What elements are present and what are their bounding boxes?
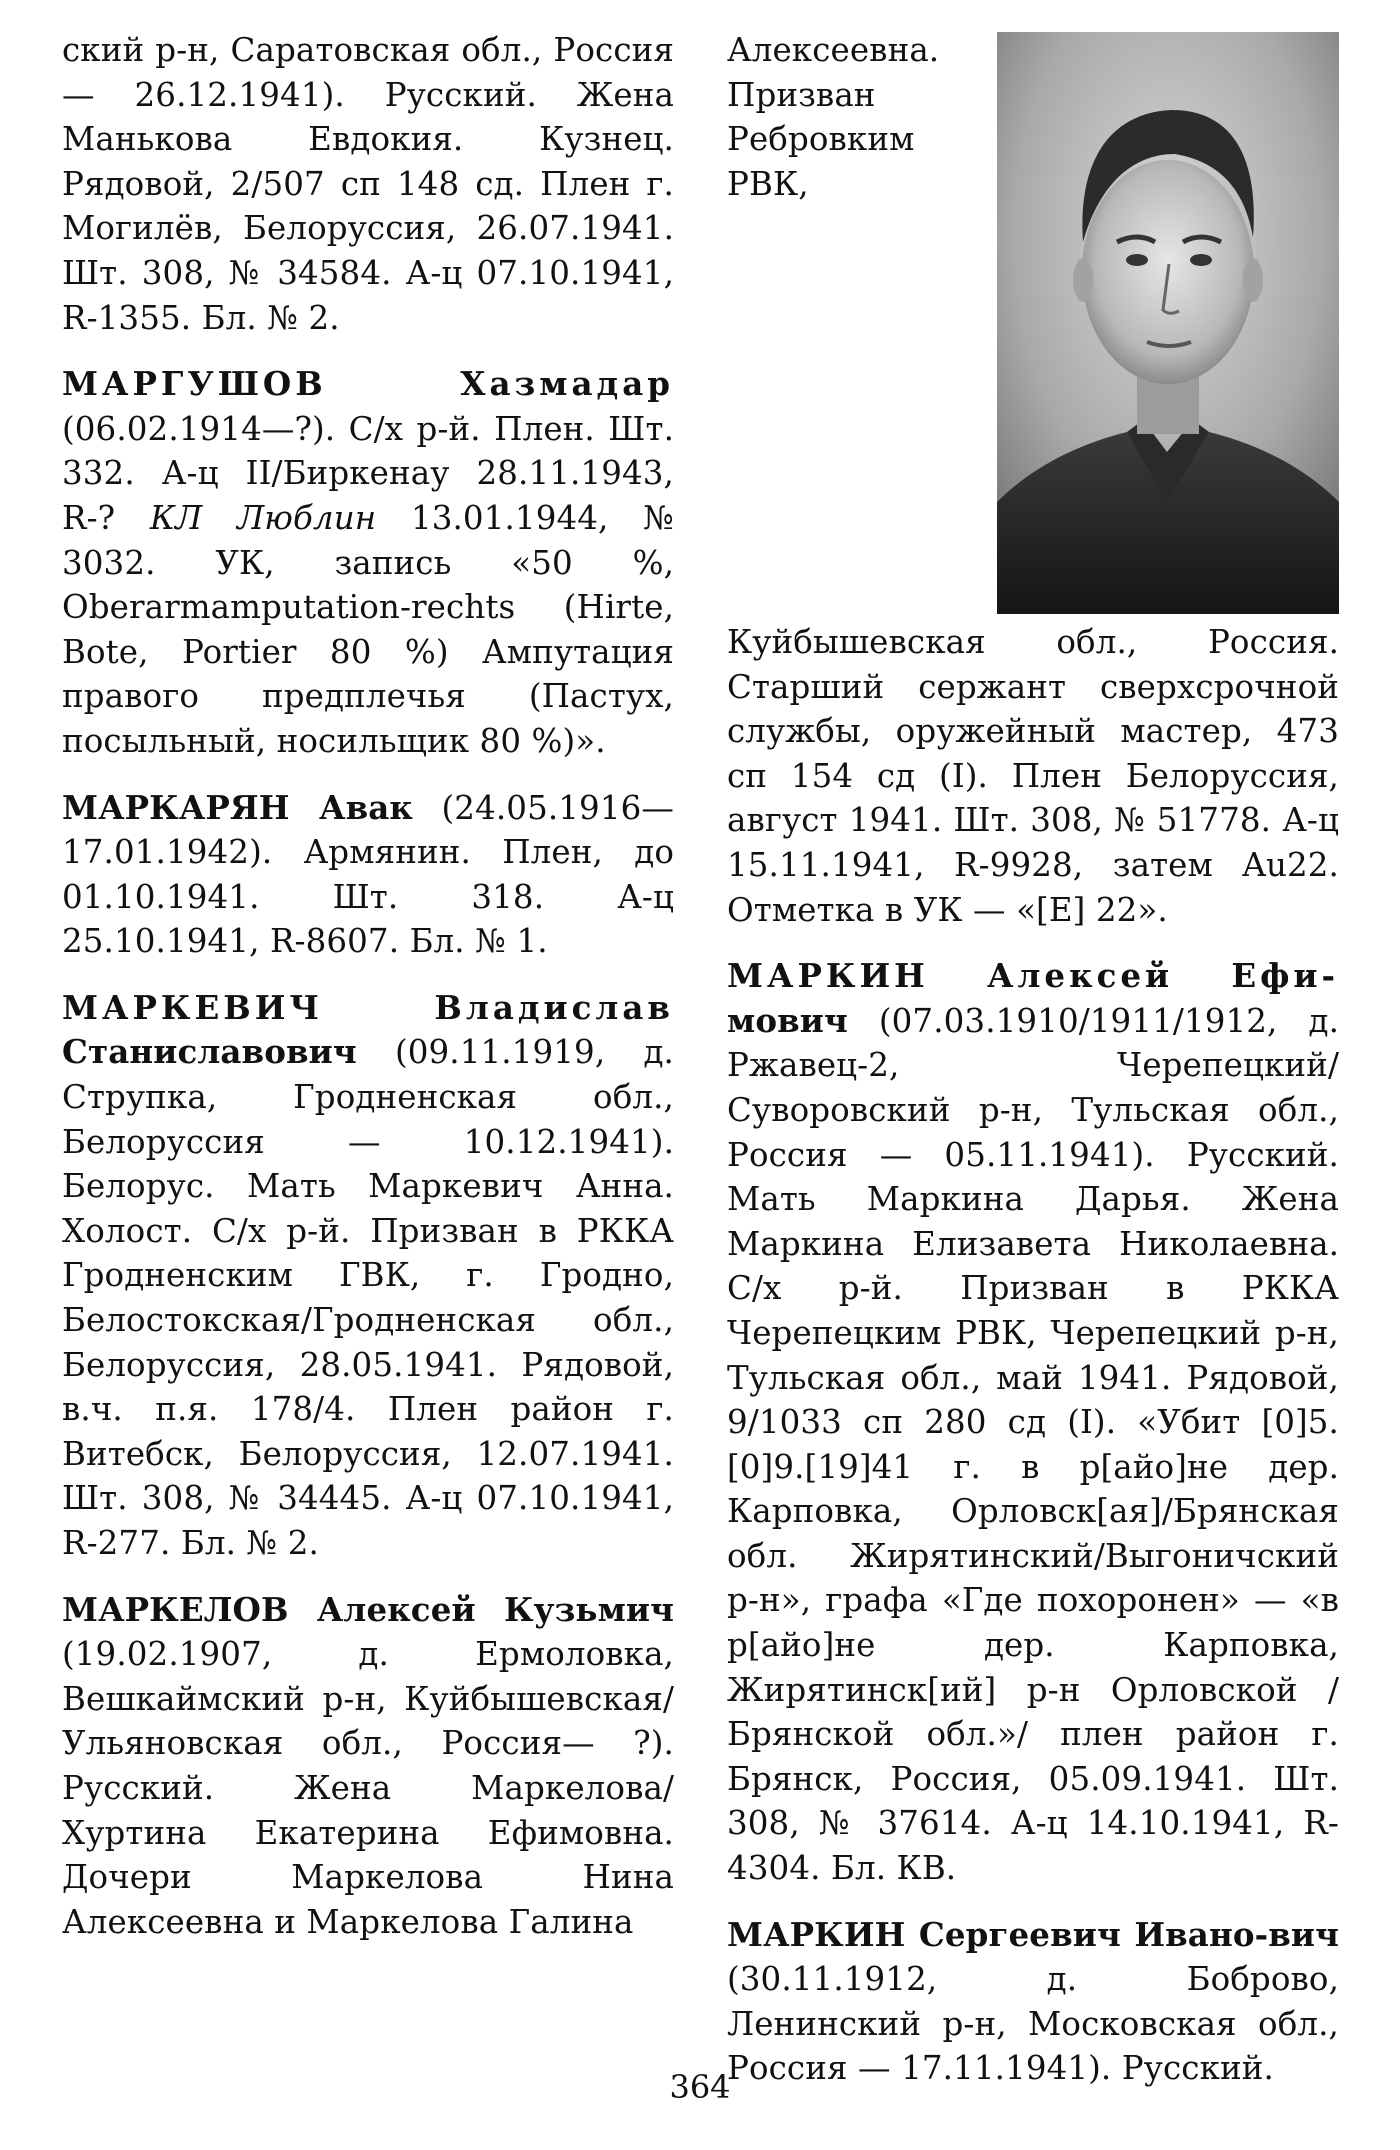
entry-headword: МАРГУШОВ Хазмадар bbox=[62, 364, 674, 404]
entry-markin-sergeevich bbox=[727, 1913, 1339, 2091]
entry-markelov bbox=[62, 1588, 674, 1945]
entry-text: (24.05.1916—17.01.1942). Армянин. Плен, до 01.10.1941. Шт. 318. А-ц 25.10.1941, R-8607. Бл. № 1. bbox=[62, 788, 674, 961]
entry-markevich bbox=[62, 986, 674, 1566]
portrait-image bbox=[997, 32, 1339, 614]
entry-italic-text: КЛ Люблин bbox=[149, 498, 377, 537]
portrait-photo bbox=[997, 32, 1339, 614]
entry-headword: МАРКАРЯН Авак bbox=[62, 787, 414, 827]
entry-text: (07.03.1910/1911/1912, д. Ржавец-2, Черепецкий/Суворовский р-н, Тульская обл., Россия — 05.11.1941). Русский. Мать Маркина Дарья. Жена Маркина Елизавета Николаевна. С/х р-й. Призван в РККА Черепецким РВК, Черепецкий р-н, Тульская обл., май 1941. Рядовой, 9/1033 сп 280 сд (I). «Убит [0]5.[0]9.[19]41 г. в р[айо]не дер. Карповка, Орловск[ая]/Брянская обл. Жирятинский/Выгоничский р-н», графа «Где похоронен» — «в р[айо]не дер. Карповка, Жирятинск[ий] р-н Орловской / Брянской обл.»/ плен район г. Брянск, Россия, 05.09.1941. Шт. 308, № 37614. А-ц 14.10.1941, R-4304. Бл. КВ. bbox=[727, 1001, 1339, 1888]
page-number: 364 bbox=[669, 2068, 731, 2106]
entry-headword: МАРКИН Сергеевич Ивано-вич bbox=[727, 1914, 1339, 1954]
right-column bbox=[727, 28, 1339, 2091]
entry-text: (30.11.1912, д. Боброво, Ленинский р-н, Московская обл., Россия — 17.11.1941). Русский. bbox=[727, 1960, 1339, 2088]
entry-text: (19.02.1907, д. Ермоловка, Вешкаймский р-н, Куйбышевская/Ульяновская обл., Россия— ?). Русский. Жена Маркелова/Хуртина Екатерина Ефимовна. Дочери Маркелова Нина Алексеевна и Маркелова Галина bbox=[62, 1635, 674, 1941]
entry-text: (06.02.1914—?). С/х р-й. Плен. Шт. 332. А-ц II/Биркенау 28.11.1943, R-? bbox=[62, 409, 674, 537]
entry-margushov bbox=[62, 362, 674, 763]
entry-text: ский р-н, Саратовская обл., Россия — 26.12.1941). Русский. Жена Манькова Евдокия. Кузнец. Рядовой, 2/507 сп 148 сд. Плен г. Могилёв, Белоруссия, 26.07.1941. Шт. 308, № 34584. А-ц 07.10.1941, R-1355. Бл. № 2. bbox=[62, 31, 674, 337]
left-column bbox=[62, 28, 674, 1944]
entry-text: Алексеевна. Призван Ребровким РВК, Куйбышевская обл., Россия. Старший сержант сверхсрочной службы, оружейный мастер, 473 сп 154 сд (I). Плен Белоруссия, август 1941. Шт. 308, № 51778. А-ц 15.11.1941, R-9928, затем Au22. Отметка в УК — «[E] 22». bbox=[727, 31, 1339, 929]
entry-headword: МАРКЕВИЧ Владислав bbox=[62, 987, 674, 1027]
entry-headword: МАРКИН Алексей Ефи- bbox=[727, 956, 1339, 996]
entry-headword: МАРКЕЛОВ Алексей Кузьмич bbox=[62, 1589, 674, 1629]
entry-headword-rest: мович bbox=[727, 1000, 848, 1040]
entry-text: 13.01.1944, № 3032. УК, запись «50 %, Oberarmamputation-rechts (Hirte, Bote, Portier 80 %) Ампутация правого предплечья (Пастух, посыльный, носильщик 80 %)». bbox=[62, 498, 675, 760]
entry-continuation bbox=[62, 28, 674, 340]
entry-markin-aleksey bbox=[727, 954, 1339, 1890]
entry-text: (09.11.1919, д. Струпка, Гродненская обл., Белоруссия — 10.12.1941). Белорус. Мать Маркевич Анна. Холост. С/х р-й. Призван в РККА Гродненским ГВК, г. Гродно, Белостокская/Гродненская обл., Белоруссия, 28.05.1941. Рядовой, в.ч. п.я. 178/4. Плен район г. Витебск, Белоруссия, 12.07.1941. Шт. 308, № 34445. А-ц 07.10.1941, R-277. Бл. № 2. bbox=[62, 1033, 674, 1562]
entry-markaryan bbox=[62, 786, 674, 964]
entry-headword-rest: Станиславович bbox=[62, 1032, 357, 1072]
